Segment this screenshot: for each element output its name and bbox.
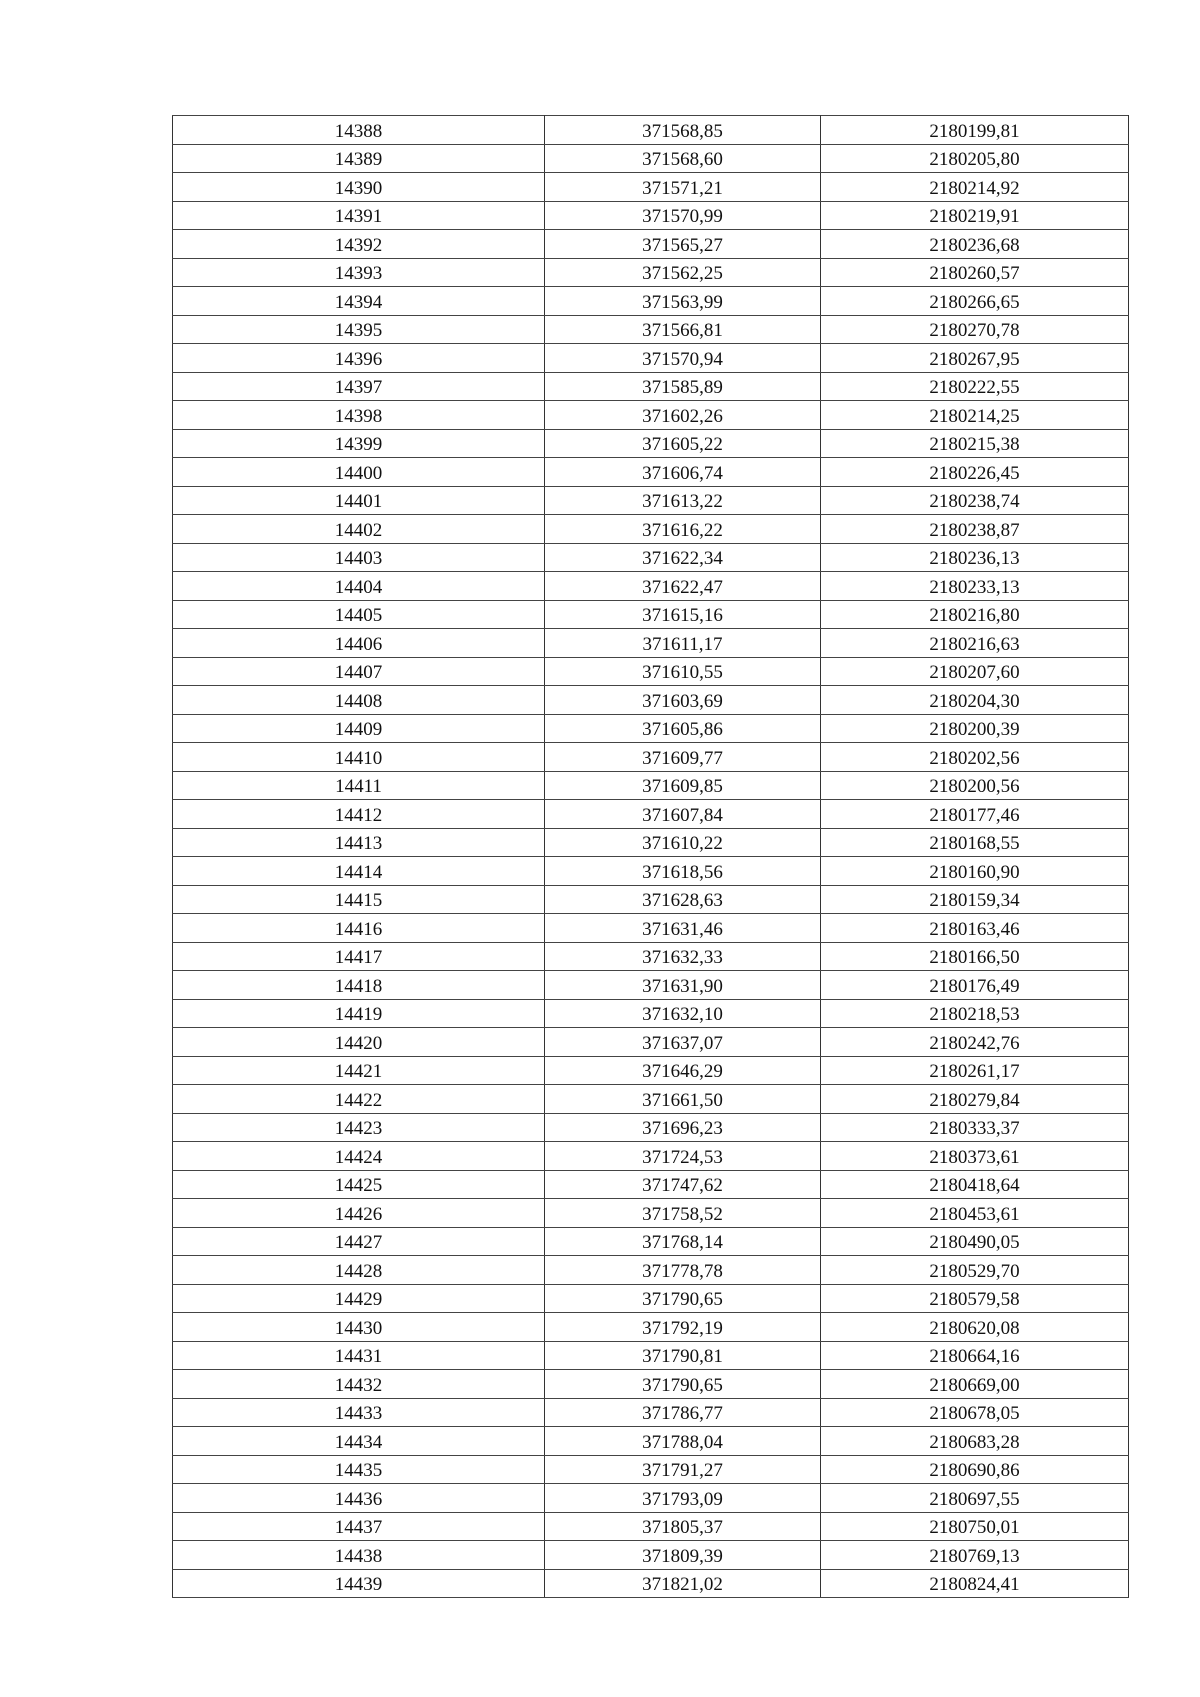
y-coordinate-cell: 2180750,01 bbox=[821, 1512, 1129, 1541]
table-row bbox=[173, 885, 1129, 914]
x-coordinate-cell: 371609,85 bbox=[545, 771, 821, 800]
y-coordinate-cell: 2180159,34 bbox=[821, 885, 1129, 914]
y-coordinate-cell: 2180200,56 bbox=[821, 771, 1129, 800]
x-coordinate-cell: 371632,10 bbox=[545, 999, 821, 1028]
table-row bbox=[173, 1427, 1129, 1456]
point-number-cell: 14389 bbox=[173, 144, 545, 173]
table-row bbox=[173, 657, 1129, 686]
point-number-cell: 14434 bbox=[173, 1427, 545, 1456]
y-coordinate-cell: 2180529,70 bbox=[821, 1256, 1129, 1285]
point-number-cell: 14402 bbox=[173, 515, 545, 544]
x-coordinate-cell: 371809,39 bbox=[545, 1541, 821, 1570]
table-row bbox=[173, 1113, 1129, 1142]
point-number-cell: 14431 bbox=[173, 1341, 545, 1370]
y-coordinate-cell: 2180176,49 bbox=[821, 971, 1129, 1000]
y-coordinate-cell: 2180218,53 bbox=[821, 999, 1129, 1028]
point-number-cell: 14439 bbox=[173, 1569, 545, 1598]
point-number-cell: 14438 bbox=[173, 1541, 545, 1570]
point-number-cell: 14416 bbox=[173, 914, 545, 943]
table-row bbox=[173, 486, 1129, 515]
x-coordinate-cell: 371618,56 bbox=[545, 857, 821, 886]
y-coordinate-cell: 2180233,13 bbox=[821, 572, 1129, 601]
point-number-cell: 14390 bbox=[173, 173, 545, 202]
x-coordinate-cell: 371696,23 bbox=[545, 1113, 821, 1142]
point-number-cell: 14437 bbox=[173, 1512, 545, 1541]
point-number-cell: 14399 bbox=[173, 429, 545, 458]
y-coordinate-cell: 2180215,38 bbox=[821, 429, 1129, 458]
x-coordinate-cell: 371790,81 bbox=[545, 1341, 821, 1370]
x-coordinate-cell: 371758,52 bbox=[545, 1199, 821, 1228]
x-coordinate-cell: 371791,27 bbox=[545, 1455, 821, 1484]
y-coordinate-cell: 2180200,39 bbox=[821, 714, 1129, 743]
point-number-cell: 14432 bbox=[173, 1370, 545, 1399]
y-coordinate-cell: 2180238,87 bbox=[821, 515, 1129, 544]
table-row bbox=[173, 1313, 1129, 1342]
y-coordinate-cell: 2180669,00 bbox=[821, 1370, 1129, 1399]
x-coordinate-cell: 371747,62 bbox=[545, 1170, 821, 1199]
x-coordinate-cell: 371565,27 bbox=[545, 230, 821, 259]
point-number-cell: 14412 bbox=[173, 800, 545, 829]
point-number-cell: 14419 bbox=[173, 999, 545, 1028]
point-number-cell: 14421 bbox=[173, 1056, 545, 1085]
table-row bbox=[173, 401, 1129, 430]
table-row bbox=[173, 1142, 1129, 1171]
coordinates-table-body bbox=[173, 116, 1129, 1598]
y-coordinate-cell: 2180205,80 bbox=[821, 144, 1129, 173]
x-coordinate-cell: 371622,34 bbox=[545, 543, 821, 572]
point-number-cell: 14413 bbox=[173, 828, 545, 857]
x-coordinate-cell: 371610,22 bbox=[545, 828, 821, 857]
y-coordinate-cell: 2180769,13 bbox=[821, 1541, 1129, 1570]
y-coordinate-cell: 2180267,95 bbox=[821, 344, 1129, 373]
y-coordinate-cell: 2180163,46 bbox=[821, 914, 1129, 943]
x-coordinate-cell: 371768,14 bbox=[545, 1227, 821, 1256]
table-row bbox=[173, 429, 1129, 458]
point-number-cell: 14400 bbox=[173, 458, 545, 487]
table-row bbox=[173, 686, 1129, 715]
table-row bbox=[173, 344, 1129, 373]
x-coordinate-cell: 371632,33 bbox=[545, 942, 821, 971]
table-row bbox=[173, 144, 1129, 173]
x-coordinate-cell: 371724,53 bbox=[545, 1142, 821, 1171]
point-number-cell: 14435 bbox=[173, 1455, 545, 1484]
y-coordinate-cell: 2180579,58 bbox=[821, 1284, 1129, 1313]
table-row bbox=[173, 1341, 1129, 1370]
point-number-cell: 14411 bbox=[173, 771, 545, 800]
x-coordinate-cell: 371568,85 bbox=[545, 116, 821, 145]
y-coordinate-cell: 2180690,86 bbox=[821, 1455, 1129, 1484]
x-coordinate-cell: 371793,09 bbox=[545, 1484, 821, 1513]
table-row bbox=[173, 1541, 1129, 1570]
point-number-cell: 14396 bbox=[173, 344, 545, 373]
x-coordinate-cell: 371602,26 bbox=[545, 401, 821, 430]
table-row bbox=[173, 600, 1129, 629]
y-coordinate-cell: 2180216,80 bbox=[821, 600, 1129, 629]
y-coordinate-cell: 2180270,78 bbox=[821, 315, 1129, 344]
point-number-cell: 14420 bbox=[173, 1028, 545, 1057]
x-coordinate-cell: 371605,86 bbox=[545, 714, 821, 743]
table-row bbox=[173, 629, 1129, 658]
point-number-cell: 14388 bbox=[173, 116, 545, 145]
x-coordinate-cell: 371611,17 bbox=[545, 629, 821, 658]
x-coordinate-cell: 371790,65 bbox=[545, 1370, 821, 1399]
point-number-cell: 14391 bbox=[173, 201, 545, 230]
table-row bbox=[173, 1199, 1129, 1228]
table-row bbox=[173, 999, 1129, 1028]
y-coordinate-cell: 2180490,05 bbox=[821, 1227, 1129, 1256]
coordinates-table bbox=[172, 115, 1129, 1598]
y-coordinate-cell: 2180202,56 bbox=[821, 743, 1129, 772]
x-coordinate-cell: 371616,22 bbox=[545, 515, 821, 544]
table-row bbox=[173, 173, 1129, 202]
table-row bbox=[173, 116, 1129, 145]
table-row bbox=[173, 1085, 1129, 1114]
table-row bbox=[173, 914, 1129, 943]
y-coordinate-cell: 2180333,37 bbox=[821, 1113, 1129, 1142]
x-coordinate-cell: 371661,50 bbox=[545, 1085, 821, 1114]
y-coordinate-cell: 2180664,16 bbox=[821, 1341, 1129, 1370]
table-row bbox=[173, 372, 1129, 401]
table-row bbox=[173, 1170, 1129, 1199]
x-coordinate-cell: 371821,02 bbox=[545, 1569, 821, 1598]
x-coordinate-cell: 371646,29 bbox=[545, 1056, 821, 1085]
point-number-cell: 14392 bbox=[173, 230, 545, 259]
y-coordinate-cell: 2180160,90 bbox=[821, 857, 1129, 886]
table-row bbox=[173, 971, 1129, 1000]
table-row bbox=[173, 714, 1129, 743]
y-coordinate-cell: 2180261,17 bbox=[821, 1056, 1129, 1085]
point-number-cell: 14433 bbox=[173, 1398, 545, 1427]
table-row bbox=[173, 1056, 1129, 1085]
y-coordinate-cell: 2180683,28 bbox=[821, 1427, 1129, 1456]
point-number-cell: 14403 bbox=[173, 543, 545, 572]
table-row bbox=[173, 515, 1129, 544]
table-row bbox=[173, 942, 1129, 971]
point-number-cell: 14405 bbox=[173, 600, 545, 629]
table-row bbox=[173, 1398, 1129, 1427]
table-row bbox=[173, 1484, 1129, 1513]
x-coordinate-cell: 371571,21 bbox=[545, 173, 821, 202]
y-coordinate-cell: 2180260,57 bbox=[821, 258, 1129, 287]
y-coordinate-cell: 2180824,41 bbox=[821, 1569, 1129, 1598]
y-coordinate-cell: 2180697,55 bbox=[821, 1484, 1129, 1513]
point-number-cell: 14404 bbox=[173, 572, 545, 601]
y-coordinate-cell: 2180236,13 bbox=[821, 543, 1129, 572]
point-number-cell: 14422 bbox=[173, 1085, 545, 1114]
x-coordinate-cell: 371570,99 bbox=[545, 201, 821, 230]
y-coordinate-cell: 2180620,08 bbox=[821, 1313, 1129, 1342]
point-number-cell: 14428 bbox=[173, 1256, 545, 1285]
y-coordinate-cell: 2180373,61 bbox=[821, 1142, 1129, 1171]
y-coordinate-cell: 2180207,60 bbox=[821, 657, 1129, 686]
table-row bbox=[173, 315, 1129, 344]
y-coordinate-cell: 2180222,55 bbox=[821, 372, 1129, 401]
table-row bbox=[173, 1227, 1129, 1256]
x-coordinate-cell: 371792,19 bbox=[545, 1313, 821, 1342]
point-number-cell: 14415 bbox=[173, 885, 545, 914]
point-number-cell: 14407 bbox=[173, 657, 545, 686]
point-number-cell: 14395 bbox=[173, 315, 545, 344]
y-coordinate-cell: 2180678,05 bbox=[821, 1398, 1129, 1427]
table-row bbox=[173, 1284, 1129, 1313]
point-number-cell: 14394 bbox=[173, 287, 545, 316]
point-number-cell: 14408 bbox=[173, 686, 545, 715]
point-number-cell: 14397 bbox=[173, 372, 545, 401]
y-coordinate-cell: 2180242,76 bbox=[821, 1028, 1129, 1057]
x-coordinate-cell: 371607,84 bbox=[545, 800, 821, 829]
x-coordinate-cell: 371628,63 bbox=[545, 885, 821, 914]
x-coordinate-cell: 371562,25 bbox=[545, 258, 821, 287]
x-coordinate-cell: 371605,22 bbox=[545, 429, 821, 458]
x-coordinate-cell: 371566,81 bbox=[545, 315, 821, 344]
x-coordinate-cell: 371790,65 bbox=[545, 1284, 821, 1313]
table-row bbox=[173, 771, 1129, 800]
table-row bbox=[173, 458, 1129, 487]
x-coordinate-cell: 371805,37 bbox=[545, 1512, 821, 1541]
y-coordinate-cell: 2180226,45 bbox=[821, 458, 1129, 487]
y-coordinate-cell: 2180279,84 bbox=[821, 1085, 1129, 1114]
x-coordinate-cell: 371585,89 bbox=[545, 372, 821, 401]
point-number-cell: 14423 bbox=[173, 1113, 545, 1142]
y-coordinate-cell: 2180236,68 bbox=[821, 230, 1129, 259]
x-coordinate-cell: 371609,77 bbox=[545, 743, 821, 772]
x-coordinate-cell: 371615,16 bbox=[545, 600, 821, 629]
x-coordinate-cell: 371637,07 bbox=[545, 1028, 821, 1057]
table-row bbox=[173, 1370, 1129, 1399]
table-row bbox=[173, 743, 1129, 772]
y-coordinate-cell: 2180214,25 bbox=[821, 401, 1129, 430]
x-coordinate-cell: 371563,99 bbox=[545, 287, 821, 316]
point-number-cell: 14414 bbox=[173, 857, 545, 886]
point-number-cell: 14417 bbox=[173, 942, 545, 971]
y-coordinate-cell: 2180266,65 bbox=[821, 287, 1129, 316]
x-coordinate-cell: 371568,60 bbox=[545, 144, 821, 173]
table-row bbox=[173, 287, 1129, 316]
point-number-cell: 14418 bbox=[173, 971, 545, 1000]
point-number-cell: 14427 bbox=[173, 1227, 545, 1256]
point-number-cell: 14398 bbox=[173, 401, 545, 430]
point-number-cell: 14429 bbox=[173, 1284, 545, 1313]
point-number-cell: 14436 bbox=[173, 1484, 545, 1513]
table-row bbox=[173, 1569, 1129, 1598]
y-coordinate-cell: 2180166,50 bbox=[821, 942, 1129, 971]
table-row bbox=[173, 828, 1129, 857]
x-coordinate-cell: 371631,90 bbox=[545, 971, 821, 1000]
y-coordinate-cell: 2180219,91 bbox=[821, 201, 1129, 230]
x-coordinate-cell: 371622,47 bbox=[545, 572, 821, 601]
y-coordinate-cell: 2180238,74 bbox=[821, 486, 1129, 515]
table-row bbox=[173, 800, 1129, 829]
x-coordinate-cell: 371613,22 bbox=[545, 486, 821, 515]
x-coordinate-cell: 371786,77 bbox=[545, 1398, 821, 1427]
y-coordinate-cell: 2180199,81 bbox=[821, 116, 1129, 145]
point-number-cell: 14410 bbox=[173, 743, 545, 772]
table-row bbox=[173, 1028, 1129, 1057]
y-coordinate-cell: 2180214,92 bbox=[821, 173, 1129, 202]
y-coordinate-cell: 2180453,61 bbox=[821, 1199, 1129, 1228]
point-number-cell: 14409 bbox=[173, 714, 545, 743]
table-row bbox=[173, 1455, 1129, 1484]
x-coordinate-cell: 371631,46 bbox=[545, 914, 821, 943]
y-coordinate-cell: 2180216,63 bbox=[821, 629, 1129, 658]
table-row bbox=[173, 572, 1129, 601]
table-row bbox=[173, 258, 1129, 287]
table-row bbox=[173, 857, 1129, 886]
x-coordinate-cell: 371778,78 bbox=[545, 1256, 821, 1285]
y-coordinate-cell: 2180418,64 bbox=[821, 1170, 1129, 1199]
point-number-cell: 14430 bbox=[173, 1313, 545, 1342]
point-number-cell: 14401 bbox=[173, 486, 545, 515]
point-number-cell: 14425 bbox=[173, 1170, 545, 1199]
y-coordinate-cell: 2180177,46 bbox=[821, 800, 1129, 829]
table-row bbox=[173, 230, 1129, 259]
table-row bbox=[173, 1512, 1129, 1541]
x-coordinate-cell: 371570,94 bbox=[545, 344, 821, 373]
y-coordinate-cell: 2180168,55 bbox=[821, 828, 1129, 857]
point-number-cell: 14424 bbox=[173, 1142, 545, 1171]
x-coordinate-cell: 371606,74 bbox=[545, 458, 821, 487]
table-row bbox=[173, 543, 1129, 572]
x-coordinate-cell: 371610,55 bbox=[545, 657, 821, 686]
point-number-cell: 14426 bbox=[173, 1199, 545, 1228]
x-coordinate-cell: 371788,04 bbox=[545, 1427, 821, 1456]
point-number-cell: 14393 bbox=[173, 258, 545, 287]
table-row bbox=[173, 201, 1129, 230]
table-row bbox=[173, 1256, 1129, 1285]
y-coordinate-cell: 2180204,30 bbox=[821, 686, 1129, 715]
point-number-cell: 14406 bbox=[173, 629, 545, 658]
x-coordinate-cell: 371603,69 bbox=[545, 686, 821, 715]
